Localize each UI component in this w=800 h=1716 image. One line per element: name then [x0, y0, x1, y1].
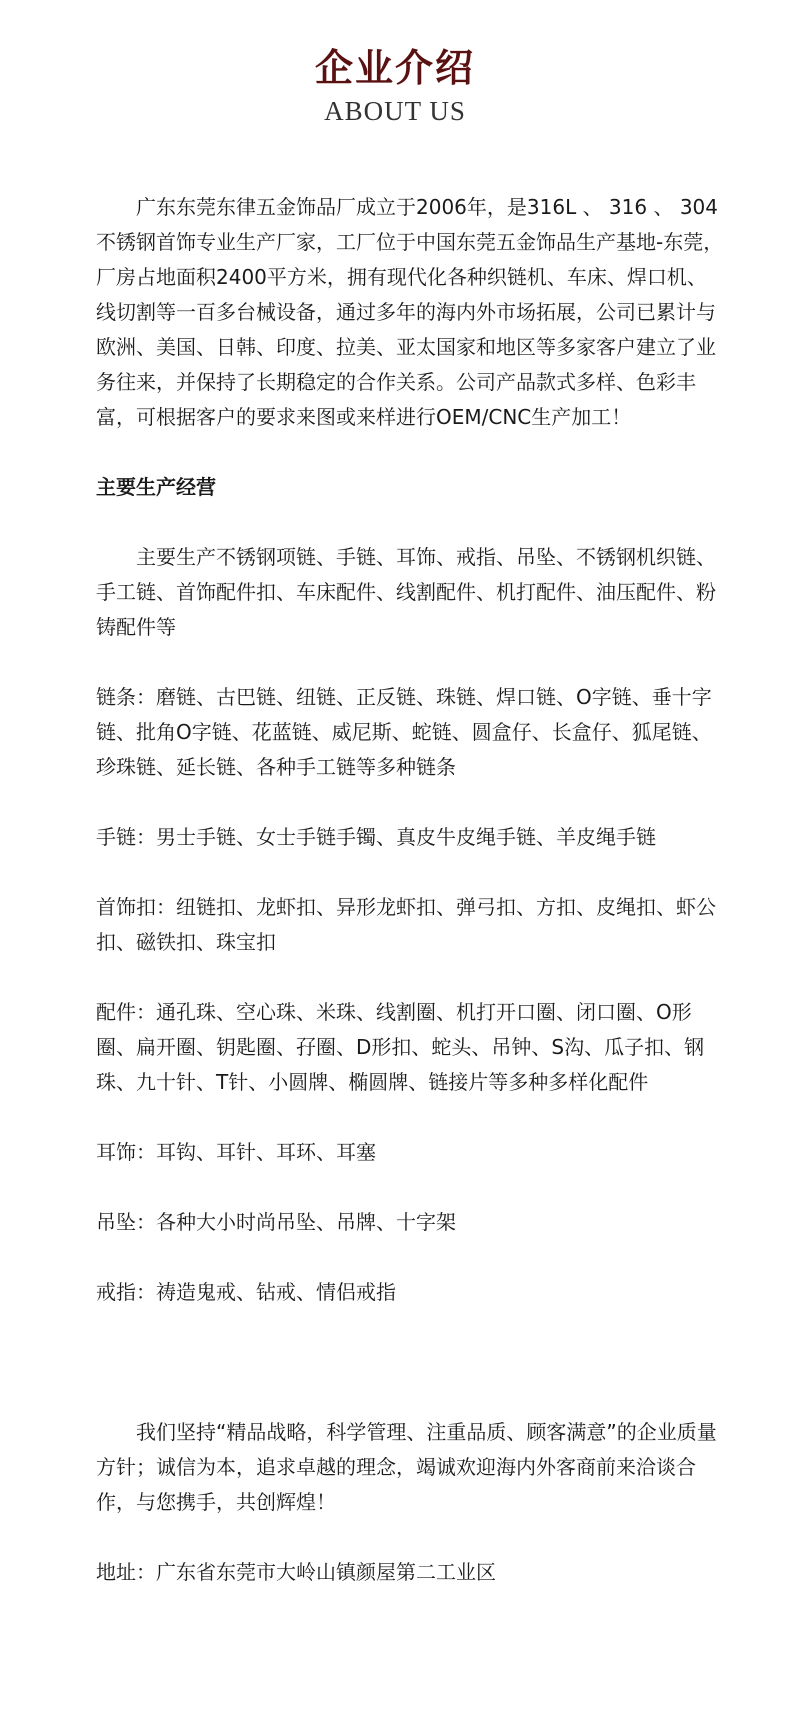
category-earrings: 耳饰：耳钩、耳针、耳环、耳塞 [96, 1140, 376, 1164]
category-pendants: 吊坠：各种大小时尚吊坠、吊牌、十字架 [96, 1210, 456, 1234]
main-products-paragraph: 主要生产不锈钢项链、手链、耳饰、戒指、吊坠、不锈钢机织链、手工链、首饰配件扣、车床配件、线割配件、机打配件、油压配件、粉铸配件等 [96, 545, 716, 639]
page-title: 企业介绍 [314, 46, 475, 90]
page-subtitle: ABOUT US [324, 96, 466, 126]
category-rings: 戒指：祷造鬼戒、钻戒、情侣戒指 [96, 1280, 396, 1304]
address-line: 地址：广东省东莞市大岭山镇颜屋第二工业区 [96, 1560, 496, 1584]
category-accessories: 配件：通孔珠、空心珠、米珠、线割圈、机打开口圈、闭口圈、O形圈、扁开圈、钥匙圈、孖圈、D形扣、蛇头、吊钟、S沟、瓜子扣、钢珠、九十针、T针、小圆牌、椭圆牌、链接片等多种多样化配件 [96, 1000, 705, 1094]
category-bracelets: 手链：男士手链、女士手链手镯、真皮牛皮绳手链、羊皮绳手链 [96, 825, 656, 849]
section-heading: 主要生产经营 [96, 475, 216, 499]
category-clasps: 首饰扣：纽链扣、龙虾扣、异形龙虾扣、弹弓扣、方扣、皮绳扣、虾公扣、磁铁扣、珠宝扣 [96, 895, 716, 954]
category-chains: 链条：磨链、古巴链、纽链、正反链、珠链、焊口链、O字链、垂十字链、批角O字链、花蓝链、威尼斯、蛇链、圆盒仔、长盒仔、狐尾链、珍珠链、延长链、各种手工链等多种链条 [96, 685, 712, 779]
page-header [0, 44, 800, 128]
closing-paragraph: 我们坚持“精品战略，科学管理、注重品质、顾客满意”的企业质量方针；诚信为本，追求卓越的理念，竭诚欢迎海内外客商前来洽谈合作，与您携手，共创辉煌！ [96, 1420, 717, 1514]
intro-paragraph: 广东东莞东律五金饰品厂成立于2006年，是316L 、 316 、 304不锈钢首饰专业生产厂家，工厂位于中国东莞五金饰品生产基地-东莞，厂房占地面积2400平方米，拥有现代化各种织链机、车床、焊口机、线切割等一百多台械设备，通过多年的海内外市场拓展，公司已累计与欧洲、美国、日韩、印度、拉美、亚太国家和地区等多家客户建立了业务往来，并保持了长期稳定的合作关系。公司产品款式多样、色彩丰富，可根据客户的要求来图或来样进行OEM/CNC生产加工！ [96, 195, 724, 429]
article-body [96, 190, 726, 1590]
